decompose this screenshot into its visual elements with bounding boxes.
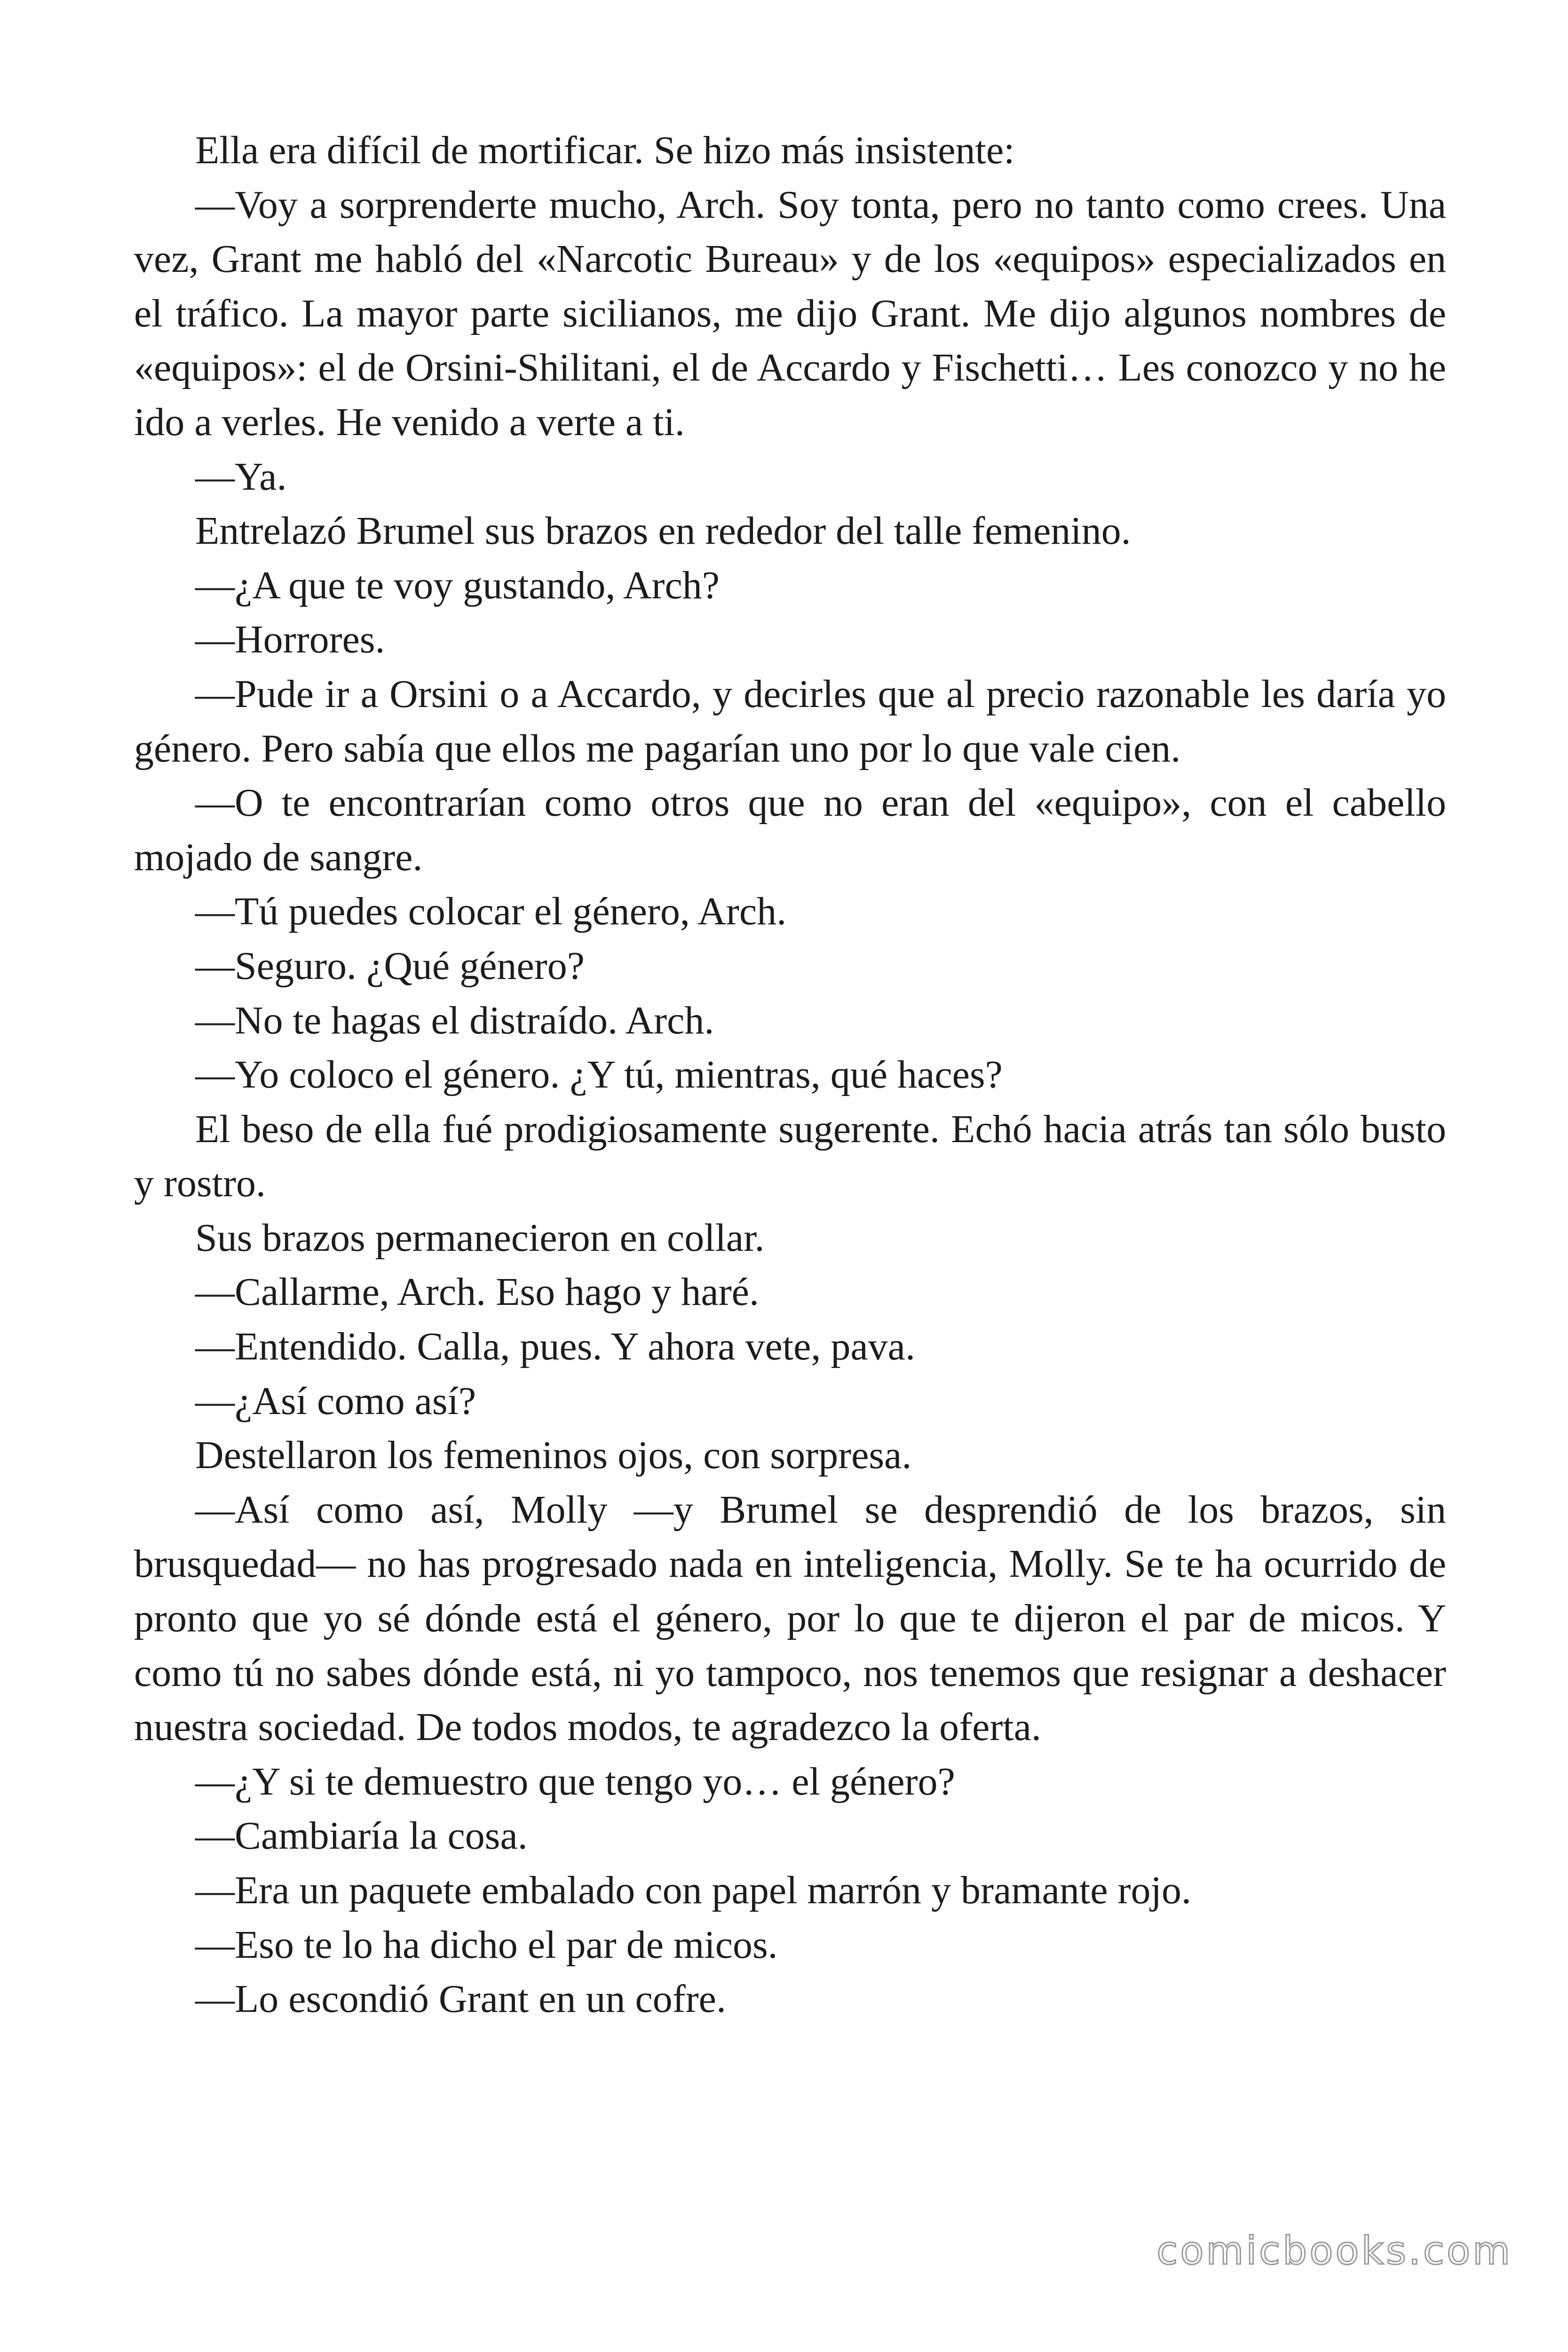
paragraph: —¿Así como así? xyxy=(195,1379,476,1423)
paragraph: —Horrores. xyxy=(195,618,385,662)
paragraph: Entrelazó Brumel sus brazos en rededor del talle femenino. xyxy=(195,509,1131,553)
paragraph: —Voy a sorprenderte mucho, Arch. Soy tonta, pero no tanto como crees. Una vez, Grant me habló del «Narcotic Bureau» y de los «equipos» especializados en el tráfico. La mayor parte sicilianos, me dijo Grant. Me dijo algunos nombres de «equipos»: el de Orsini-Shilitani, el de Accardo y Fischetti… Les conozco y no he ido a verles. He venido a verte a ti. xyxy=(134,183,1446,444)
paragraph: —Yo coloco el género. ¿Y tú, mientras, qué haces? xyxy=(195,1053,1003,1097)
paragraph: —No te hagas el distraído. Arch. xyxy=(195,998,714,1042)
paragraph: Destellaron los femeninos ojos, con sorpresa. xyxy=(195,1433,912,1478)
paragraph: —O te encontrarían como otros que no eran del «equipo», con el cabello mojado de sangre. xyxy=(134,781,1446,879)
paragraph: —Entendido. Calla, pues. Y ahora vete, pava. xyxy=(195,1325,915,1369)
paragraph: Sus brazos permanecieron en collar. xyxy=(195,1216,765,1260)
paragraph: —Cambiaría la cosa. xyxy=(195,1814,528,1858)
paragraph: —Era un paquete embalado con papel marrón y bramante rojo. xyxy=(195,1868,1191,1912)
paragraph: —¿Y si te demuestro que tengo yo… el género? xyxy=(195,1759,955,1804)
paragraph: —Lo escondió Grant en un cofre. xyxy=(195,1977,726,2021)
page-body xyxy=(134,123,1446,2026)
paragraph: El beso de ella fué prodigiosamente sugerente. Echó hacia atrás tan sólo busto y rostro. xyxy=(134,1107,1446,1206)
paragraph: Ella era difícil de mortificar. Se hizo más insistente: xyxy=(195,128,1015,172)
paragraph: —Así como así, Molly —y Brumel se desprendió de los brazos, sin brusquedad— no has progresado nada en inteligencia, Molly. Se te ha ocurrido de pronto que yo sé dónde está el género, por lo que te dijeron el par de micos. Y como tú no sabes dónde está, ni yo tampoco, nos tenemos que resignar a deshacer nuestra sociedad. De todos modos, te agradezco la oferta. xyxy=(134,1487,1446,1749)
paragraph: —Seguro. ¿Qué género? xyxy=(195,944,585,988)
paragraph: —Tú puedes colocar el género, Arch. xyxy=(195,890,787,934)
paragraph: —¿A que te voy gustando, Arch? xyxy=(195,563,720,607)
paragraph: —Ya. xyxy=(195,454,287,499)
watermark-text: comicbooks.com xyxy=(1156,2229,1513,2273)
paragraph: —Pude ir a Orsini o a Accardo, y decirles que al precio razonable les daría yo género. Pero sabía que ellos me pagarían uno por lo que vale cien. xyxy=(134,672,1446,771)
paragraph: —Callarme, Arch. Eso hago y haré. xyxy=(195,1270,759,1314)
paragraph: —Eso te lo ha dicho el par de micos. xyxy=(195,1923,778,1967)
